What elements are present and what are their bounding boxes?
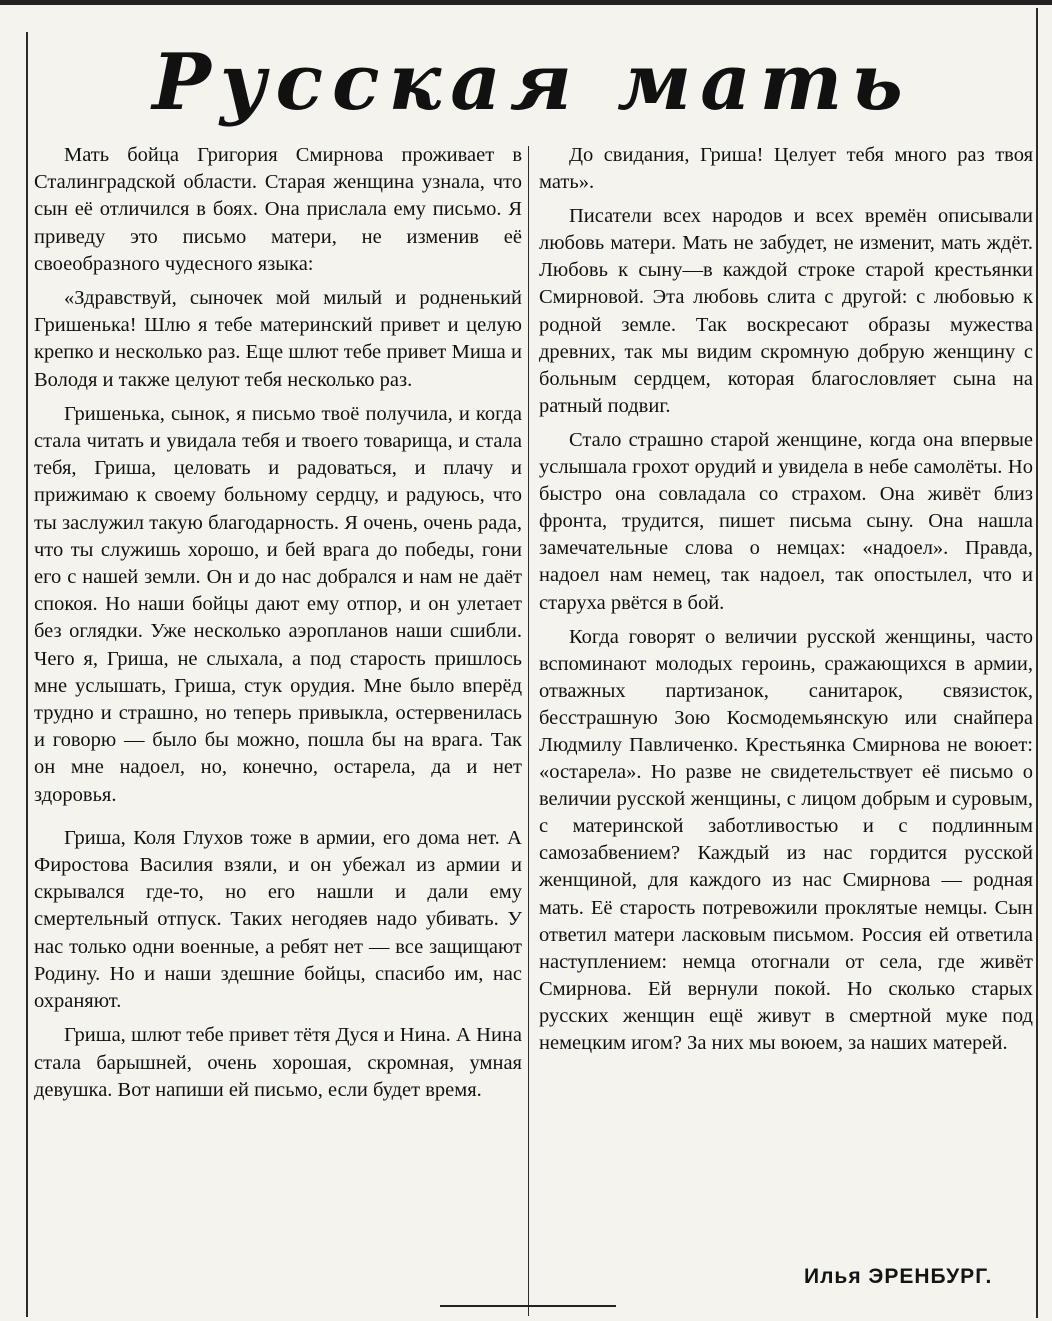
paragraph: Гришенька, сынок, я письмо твоё получила, и когда стала читать и увидала тебя и твоего товарища, и стала тебя, Гриша, целовать и радоваться, и плачу и прижимаю к своему больному сердцу, и радуюсь, что ты заслужил такую благодарность. Я очень, очень рада, что ты служишь хорошо, и бей врага до победы, гони его с нашей земли. Он и до нас добрался и нам не даёт спокоя. Но наши бойцы дают ему отпор, и он улетает без оглядки. Уже несколько аэропланов наши сшибли. Чего я, Гриша, не слыхала, а под старость пришлось мне услышать, Гриша, стук орудия. Мне было вперёд трудно и страшно, но теперь привыкла, остервенилась и говорю — было бы можно, пошла бы на врага. Так он мне надоел, но, конечно, остарела, да и нет здоровья. bbox=[34, 402, 522, 806]
author-signature: Илья ЭРЕНБУРГ. bbox=[804, 1265, 993, 1288]
paragraph: До свидания, Гриша! Целует тебя много раз твоя мать». bbox=[539, 144, 1033, 194]
top-rule bbox=[0, 0, 1052, 5]
article-title: Русская мать bbox=[152, 37, 912, 128]
article-column-right bbox=[539, 142, 1033, 1057]
bottom-rule bbox=[440, 1305, 616, 1307]
paragraph: Гриша, Коля Глухов тоже в армии, его дома нет. А Фиростова Василия взяли, и он убежал из армии и скрывался где-то, но его нашли и дали ему смертельный отпуск. Таких негодяев надо убивать. У нас только одни военные, а ребят нет — все защищают Родину. Но и наши здешние бойцы, спасибо им, нас охраняют. bbox=[34, 826, 522, 1013]
paragraph: Писатели всех народов и всех времён описывали любовь матери. Мать не забудет, не изменит, мать ждёт. Любовь к сыну—в каждой строке старой крестьянки Смирновой. Эта любовь слита с другой: с любовью к родной земле. Так воскресают образы мужества древних, так мы видим скромную добрую женщину с больным сердцем, которая благословляет сына на ратный подвиг. bbox=[539, 205, 1033, 417]
paragraph: Мать бойца Григория Смирнова проживает в Сталинградской области. Старая женщина узнала, что сын её отличился в боях. Она прислала ему письмо. Я приведу это письмо матери, не изменив её своеобразного чудесного языка: bbox=[34, 144, 522, 275]
right-column-rule bbox=[1036, 8, 1038, 1318]
paragraph: Когда говорят о величии русской женщины, часто вспоминают молодых героинь, сражающихся в армии, отважных партизанок, санитарок, связисток, бесстрашную Зою Космодемьянскую или снайпера Людмилу Павличенко. Крестьянка Смирнова не воюет: «остарела». Но разве не свидетельствует её письмо о величии русской женщины, с лицом добрым и суровым, с материнской заботливостью и с подлинным самозабвением? Каждый из нас гордится русской женщиной, для каждого из нас Смирнова — родная мать. Её старость потревожили проклятые немцы. Сын ответил матери ласковым письмом. Россия ей ответила наступлением: немца отогнали от села, где живёт Смирнова. Ей вернули покой. Но сколько старых русских женщин ещё живут в смертной муке под немецким игом? За них мы воюем, за наших матерей. bbox=[539, 625, 1033, 1054]
paragraph: «Здравствуй, сыночек мой милый и родненький Гришенька! Шлю я тебе материнский привет и целую крепко и несколько раз. Еще шлют тебе привет Миша и Володя и также целуют тебя несколько раз. bbox=[34, 287, 522, 391]
paragraph: Гриша, шлют тебе привет тётя Дуся и Нина. А Нина стала барышней, очень хорошая, скромная, умная девушка. Вот напиши ей письмо, если будет время. bbox=[34, 1024, 522, 1101]
left-column-rule bbox=[26, 32, 28, 1317]
article-column-left bbox=[34, 142, 522, 1104]
paragraph: Стало страшно старой женщине, когда она впервые услышала грохот орудий и увидела в небе самолёты. Но быстро она совладала со страхом. Она живёт близ фронта, трудится, пишет письма сыну. Она нашла замечательные слова о немцах: «надоел». Правда, надоел нам немец, так надоел, так опостылел, что и старуха рвётся в бой. bbox=[539, 428, 1033, 614]
middle-column-rule bbox=[528, 146, 529, 1316]
